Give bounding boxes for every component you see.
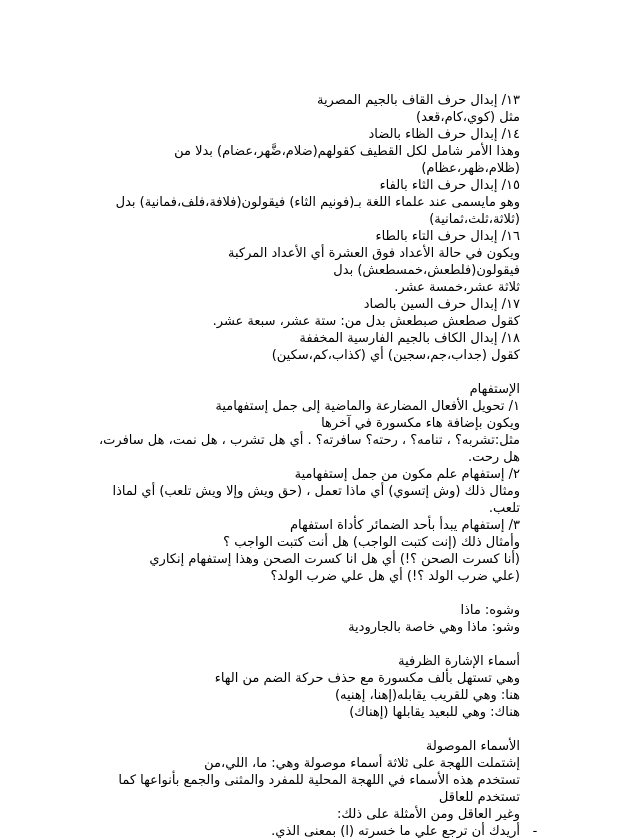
- spacer: [95, 364, 520, 381]
- spacer: [95, 721, 520, 738]
- text-line: ١/ تحويل الأفعال المضارعة والماضية إلى جمل إستفهامية: [215, 399, 520, 414]
- text-line: كقول صطعش صبطعش بدل من: ستة عشر، سبعة عشر.: [212, 314, 520, 329]
- text-line: ٣/ إستفهام يبدأ بأحد الضمائر كأداة استفهام: [289, 518, 520, 533]
- bullet-dash: -: [532, 824, 538, 839]
- text-line: ومثال ذلك (وش إتسوي) أي ماذا تعمل ، (حق ويش وإلا ويش تلعب) أي لماذا تلعب.: [112, 484, 520, 516]
- text-line: (علي ضرب الولد ؟!) أي هل علي ضرب الولد؟: [270, 569, 520, 584]
- text-line: تستخدم هذه الأسماء في اللهجة المحلية للمفرد والمثنى والجمع بأنواعها كما تستخدم للعاقل: [118, 773, 520, 805]
- text-line: وأمثال ذلك (إنت كتبت الواجب) هل أنت كتبت الواجب ؟: [223, 535, 520, 550]
- heading-15: ١٥/ إبدال حرف الثاء بالفاء: [379, 178, 520, 193]
- heading-18: ١٨/ إبدال الكاف بالجيم الفارسية المخففة: [299, 331, 520, 346]
- text-line: ويكون بإضافة هاء مكسورة في آخرها: [321, 416, 520, 431]
- spacer: [95, 636, 520, 653]
- text-line: وشوه: ماذا: [460, 603, 520, 618]
- text-line: مثل:تشربه؟ ، تنامه؟ ، رحته؟ سافرته؟ . أي هل تشرب ، هل نمت، هل سافرت، هل رحت.: [98, 433, 520, 465]
- text-line: ٢/ إستفهام علم مكون من جمل إستفهامية: [294, 467, 520, 482]
- heading-16: ١٦/ إبدال حرف التاء بالطاء: [375, 229, 520, 244]
- spacer: [95, 585, 520, 602]
- text-line: وغير العاقل ومن الأمثلة على ذلك:: [336, 807, 520, 822]
- section-title-interrogation: الإستفهام: [469, 382, 520, 397]
- text-line: ثلاثة عشر،خمسة عشر.: [394, 280, 520, 295]
- section-title-demonstratives: أسماء الإشارة الظرفية: [398, 654, 520, 669]
- text-line: مثل (كوي،كام،قعد): [416, 110, 520, 125]
- text-line: (ثلاثة،ثلث،ثمانية): [429, 212, 520, 227]
- text-line: وهي تستهل بألف مكسورة مع حذف حركة الضم من الهاء: [214, 671, 520, 686]
- text-line: إشتملت اللهجة على ثلاثة أسماء موصولة وهي: ما، اللي،من: [204, 756, 520, 771]
- text-line: وشو: ماذا وهي خاصة بالجارودية: [348, 620, 520, 635]
- heading-17: ١٧/ إبدال حرف السين بالصاد: [363, 297, 520, 312]
- heading-14: ١٤/ إبدال حرف الظاء بالضاد: [368, 127, 520, 142]
- text-line: أريدك أن ترجع علي ما خسرته (ا) بمعنى الذي.: [271, 824, 520, 839]
- text-line: وهو مايسمى عند علماء اللغة بـ(فونيم الثاء) فيقولون(فلافة،فلف،فمانية) بدل: [115, 195, 520, 210]
- heading-13: ١٣/ إبدال حرف القاف بالجيم المصرية: [316, 93, 520, 108]
- text-line: (أنا كسرت الصحن ؟!) أي هل انا كسرت الصحن وهذا إستفهام إنكاري: [149, 552, 520, 567]
- section-title-relative-pronouns: الأسماء الموصولة: [425, 739, 520, 754]
- document-body: [95, 92, 538, 840]
- text-line: هنا: وهي للقريب يقابله(إهنا، إهنيه): [334, 688, 520, 703]
- text-line: كقول (جداب،جم،سجين) أي (كذاب،كم،سكين): [271, 348, 520, 363]
- text-line: هناك: وهي للبعيد يقابلها (إهناك): [349, 705, 520, 720]
- text-line: وهذا الأمر شامل لكل القطيف كقولهم(ضلام،ضَّهر،عضام) بدلا من (ظلام،ظهر،عظام): [174, 144, 520, 176]
- text-line: ويكون في حالة الأعداد فوق العشرة أي الأعداد المركبة فيقولون(فلطعش،خمسطعش) بدل: [228, 246, 520, 278]
